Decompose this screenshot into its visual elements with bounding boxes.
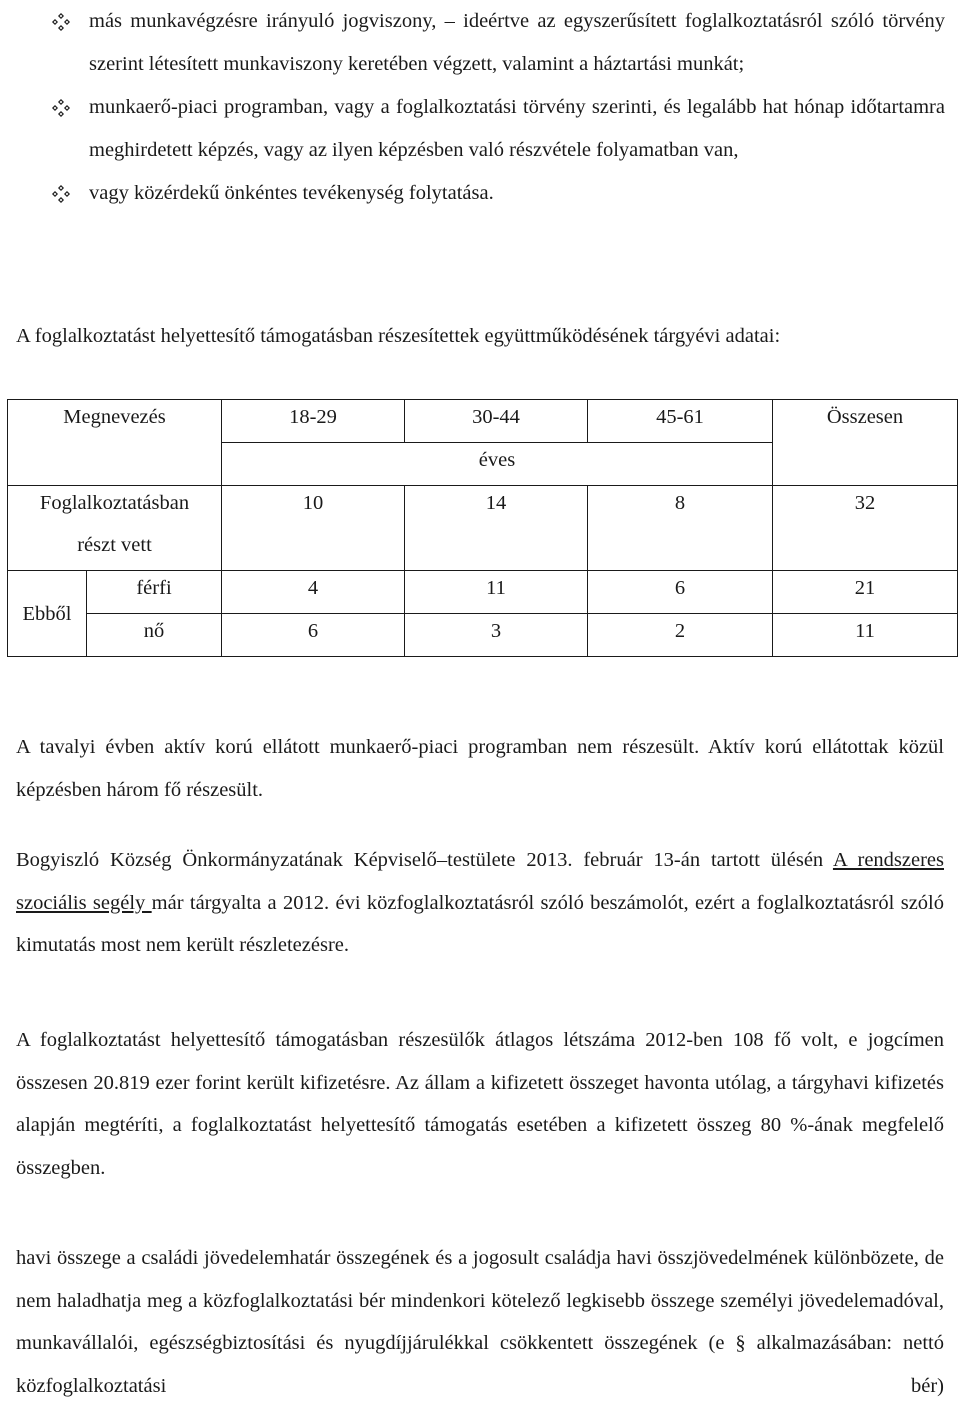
row-label-male: férfi xyxy=(87,571,222,614)
header-unit: éves xyxy=(222,443,773,486)
bullet-list xyxy=(52,0,945,215)
table-row xyxy=(8,486,958,529)
underlined-text: A rendszeres szociális segély xyxy=(16,849,944,914)
diamond-bullet-icon xyxy=(52,172,74,215)
paragraph-text: Bogyiszló Község Önkormányzatának Képviselő–testülete 2013. február 13-án tartott ülésén xyxy=(16,849,833,871)
paragraph: havi összege a családi jövedelemhatár összegének és a jogosult családja havi összjövedelmének különbözete, de nem haladhatja meg a közfoglalkoztatási bér mindenkori kötelező legkisebb összege személyi jövedelemadóval, munkavállalói, egészségbiztosítási és nyugdíjjárulékkal csökkentett összegének (e § alkalmazásában: nettó közfoglalkoztatási bér) xyxy=(16,1247,944,1397)
list-item xyxy=(52,0,945,86)
table-header-unit-row xyxy=(8,443,958,486)
table-cell: 10 xyxy=(222,486,405,529)
table-row xyxy=(8,571,958,614)
list-item xyxy=(52,172,945,215)
table-cell: 11 xyxy=(773,614,958,657)
bullet-text: munkaerő-piaci programban, vagy a foglalkoztatási törvény szerinti, és legalább hat hónap időtartamra meghirdetett képzés, vagy az ilyen képzésben való részvétele folyamatban van, xyxy=(89,96,945,161)
table-row-continuation xyxy=(8,528,958,571)
table-cell: 6 xyxy=(588,571,773,614)
table-cell: 14 xyxy=(405,486,588,529)
bullet-text: vagy közérdekű önkéntes tevékenység folytatása. xyxy=(89,182,494,204)
header-col-30-44: 30-44 xyxy=(405,400,588,443)
table-header-row xyxy=(8,400,958,443)
header-col-45-61: 45-61 xyxy=(588,400,773,443)
table-cell: 4 xyxy=(222,571,405,614)
table-row xyxy=(8,614,958,657)
table-intro: A foglalkoztatást helyettesítő támogatásban részesítettek együttműködésének tárgyévi adatai: xyxy=(16,325,781,347)
table-cell: 11 xyxy=(405,571,588,614)
statistics-table xyxy=(7,399,958,657)
bullet-text: más munkavégzésre irányuló jogviszony, – ideértve az egyszerűsített foglalkoztatásról szóló törvény szerint létesített munkaviszony keretében végzett, valamint a háztartási munkát; xyxy=(89,10,945,75)
row-participated-label: Foglalkoztatásban xyxy=(8,486,222,529)
diamond-bullet-icon xyxy=(52,86,74,129)
header-total: Összesen xyxy=(773,400,958,443)
row-participated-label-2: részt vett xyxy=(8,528,222,571)
table-cell: 21 xyxy=(773,571,958,614)
table-cell: 6 xyxy=(222,614,405,657)
table-cell: 3 xyxy=(405,614,588,657)
row-label-female: nő xyxy=(87,614,222,657)
paragraph-text: már tárgyalta a 2012. évi közfoglalkoztatásról szóló beszámolót, ezért a foglalkoztatásról szóló kimutatás most nem került részletezésre. xyxy=(16,891,944,956)
paragraph: A foglalkoztatást helyettesítő támogatásban részesülők átlagos létszáma 2012-ben 108 fő volt, e jogcímen összesen 20.819 ezer forint került kifizetésre. Az állam a kifizetett összeget havonta utólag, a tárgyhavi kifizetés alapján megtéríti, a foglalkoztatást helyettesítő támogatás esetében a kifizetett összeg 80 %-ának megfelelő összegben. xyxy=(16,1029,944,1179)
header-col-18-29: 18-29 xyxy=(222,400,405,443)
table-cell: 8 xyxy=(588,486,773,529)
paragraph xyxy=(16,839,944,967)
header-name: Megnevezés xyxy=(8,400,222,443)
table-cell: 32 xyxy=(773,486,958,529)
group-label: Ebből xyxy=(8,571,87,657)
table-cell: 2 xyxy=(588,614,773,657)
list-item xyxy=(52,86,945,172)
paragraph: A tavalyi évben aktív korú ellátott munkaerő-piaci programban nem részesült. Aktív korú ellátottak közül képzésben három fő részesült. xyxy=(16,736,944,801)
diamond-bullet-icon xyxy=(52,0,74,43)
